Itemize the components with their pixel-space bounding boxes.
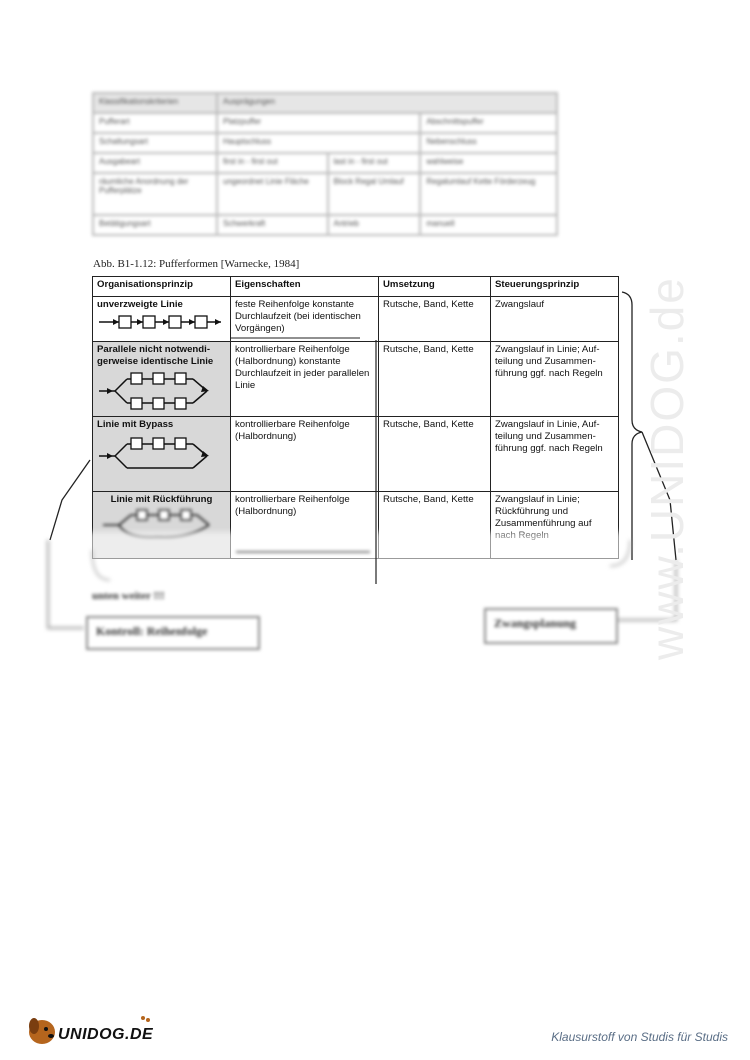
cell: first in - first out <box>217 153 328 173</box>
st-cell: Zwangslauf in Linie, Auf-teilung und Zusammen-führung ggf. nach Regeln <box>491 417 619 492</box>
eig-cell: kontrollierbare Reihenfolge (Halbordnung) konstante Durchlaufzeit in jeder parallelen Linie <box>231 342 379 417</box>
org-label: Linie mit Rückführung <box>110 494 213 505</box>
cell: Regalumlauf Kette Förderzeug <box>420 173 557 215</box>
cell: Schwerkraft <box>217 215 328 235</box>
header-eigenschaften: Eigenschaften <box>231 277 379 297</box>
eig-cell: feste Reihenfolge konstante Durchlaufzeit (bei identischen Vorgängen) <box>231 297 379 342</box>
cell: Schaltungsart <box>93 133 217 153</box>
logo-text: UNIDOG.DE <box>58 1026 154 1043</box>
control-order-box: Kontroll: Reihenfolge <box>86 616 260 650</box>
cell: manuell <box>420 215 557 235</box>
header-umsetzung: Umsetzung <box>379 277 491 297</box>
cell: Ausgabeart <box>93 153 217 173</box>
footer-slogan: Klausurstoff von Studis für Studis <box>551 1030 728 1044</box>
org-label: Parallele nicht notwendi-gerweise identische Linie <box>97 344 214 367</box>
ums-cell: Rutsche, Band, Kette <box>379 492 491 559</box>
ums-cell: Rutsche, Band, Kette <box>379 417 491 492</box>
cell: Klassifikationskriterien <box>93 93 217 113</box>
header-steuerungsprinzip: Steuerungsprinzip <box>491 277 619 297</box>
watermark: www.UNIDOG.de <box>641 276 693 660</box>
cell: ungeordnet Linie Fläche <box>217 173 328 215</box>
org-label: Linie mit Bypass <box>97 419 174 430</box>
ums-cell: Rutsche, Band, Kette <box>379 297 491 342</box>
eig-cell: kontrollierbare Reihenfolge (Halbordnung) <box>231 417 379 492</box>
st-cell: Zwangslauf <box>491 297 619 342</box>
cell: Hauptschluss <box>217 133 420 153</box>
header-organisationsprinzip: Organisationsprinzip <box>93 277 231 297</box>
cell: last in - first out <box>328 153 421 173</box>
cell: wahlweise <box>420 153 557 173</box>
continue-note: unten weiter !!! <box>92 590 165 602</box>
cell: räumliche Anordnung der Pufferplätze <box>93 173 217 215</box>
cell: Block Regal Umlauf <box>328 173 421 215</box>
cell: Nebenschluss <box>420 133 557 153</box>
cell: Platzpuffer <box>217 113 420 133</box>
cell: Ausprägungen <box>217 93 557 113</box>
forced-planning-box: Zwangsplanung <box>484 608 618 644</box>
cell: Pufferart <box>93 113 217 133</box>
figure-caption: Abb. B1-1.12: Pufferformen [Warnecke, 1984] <box>93 258 300 270</box>
cell: Abschnittspuffer <box>420 113 557 133</box>
st-cell: Zwangslauf in Linie; Rückführung und Zusammenführung auf <box>491 492 619 559</box>
cell: Antrieb <box>328 215 421 235</box>
cell: Betätigungsart <box>93 215 217 235</box>
ums-cell: Rutsche, Band, Kette <box>379 342 491 417</box>
org-label: unverzweigte Linie <box>97 299 183 310</box>
st-cell: Zwangslauf in Linie; Auf-teilung und Zusammen-führung ggf. nach Regeln <box>491 342 619 417</box>
eig-cell: kontrollierbare Reihenfolge (Halbordnung) <box>231 492 379 559</box>
